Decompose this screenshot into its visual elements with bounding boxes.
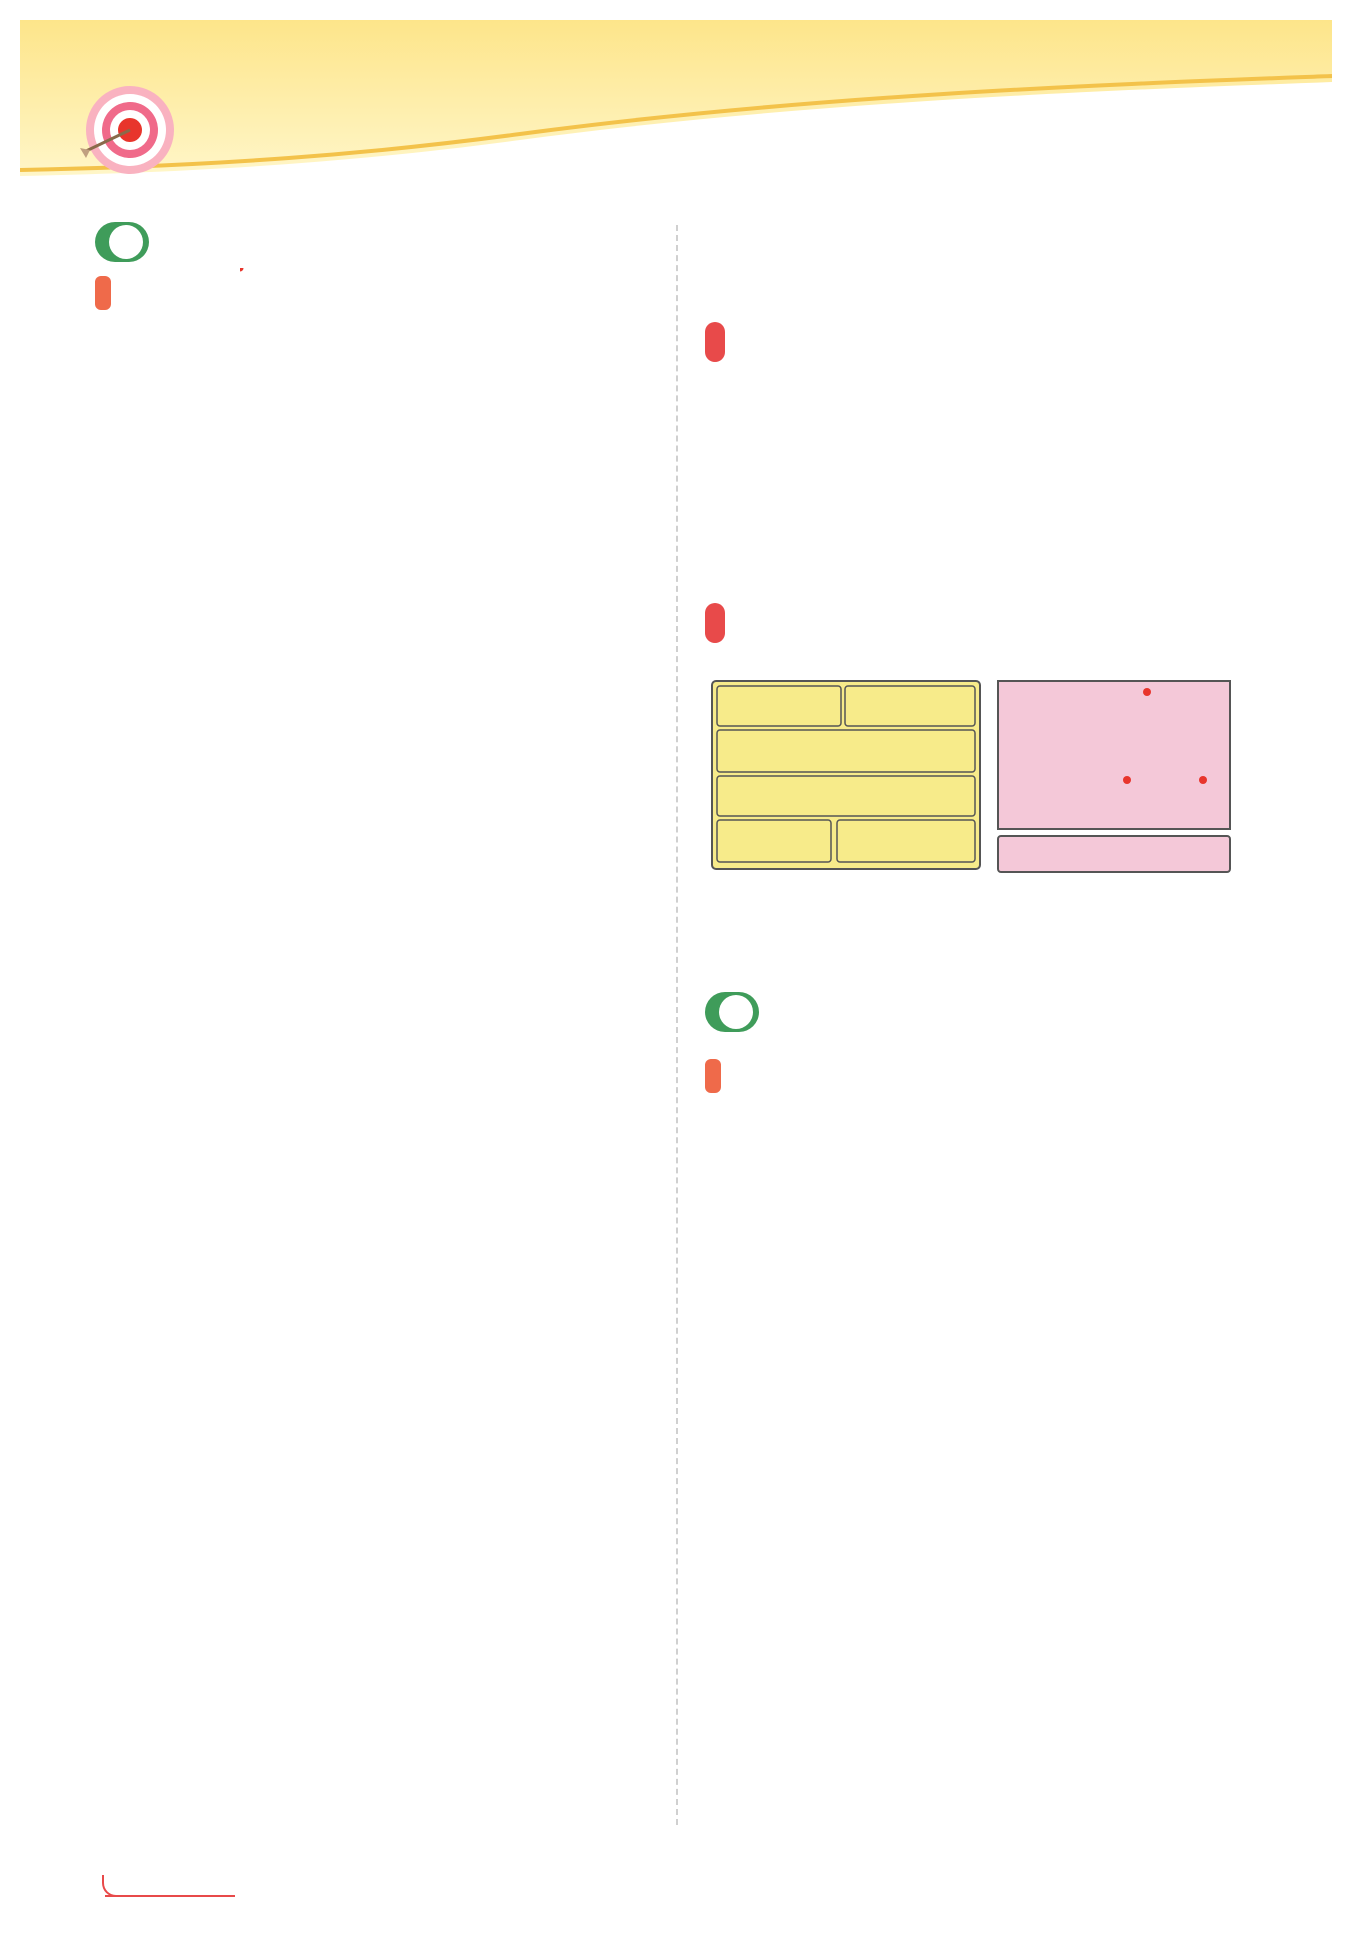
movie-ticket: [711, 680, 981, 870]
right-column: [705, 240, 1265, 1114]
feedback-one-block: [705, 322, 1265, 383]
left-column: [95, 220, 655, 756]
banner-background: [20, 20, 1332, 180]
type-pill-number: [109, 225, 143, 259]
example-two-block: [705, 1054, 1265, 1114]
point-shaoniangong: [240, 268, 244, 272]
column-divider: [676, 225, 678, 1825]
page-number-hook: [102, 1875, 132, 1897]
tip-line-1: [735, 240, 1265, 300]
feedback-tag-2: [705, 603, 725, 643]
type-one-heading: [95, 220, 655, 264]
cinema-seat-map: [997, 680, 1237, 876]
tip-block: [705, 240, 1265, 300]
feedback-two-block: [705, 603, 1265, 664]
grid-chart-one: [240, 268, 520, 508]
grid-chart-two: [240, 512, 520, 752]
type-pill: [95, 222, 149, 262]
fb1-line-1: [705, 322, 1265, 383]
target-icon: [80, 80, 180, 180]
torn-grid-map: [855, 399, 1115, 589]
seat-tiantian: [1123, 776, 1131, 784]
type-pill-2-number: [719, 995, 753, 1029]
page-number-underline: [105, 1895, 235, 1897]
ex2-line-1: [705, 1054, 1265, 1114]
example-tag-2: [705, 1059, 721, 1093]
header-banner: [20, 20, 1332, 180]
type-pill-2: [705, 992, 759, 1032]
example-tag: [95, 276, 111, 310]
type-two-heading: [705, 990, 1265, 1034]
ticket-and-cinema: [705, 680, 1265, 880]
seat-xiaomei: [1199, 776, 1207, 784]
example-one-block: [95, 276, 655, 512]
fb2-line-1: [705, 603, 1265, 664]
seat-liangliang: [1143, 688, 1151, 696]
feedback-tag-1: [705, 322, 725, 362]
